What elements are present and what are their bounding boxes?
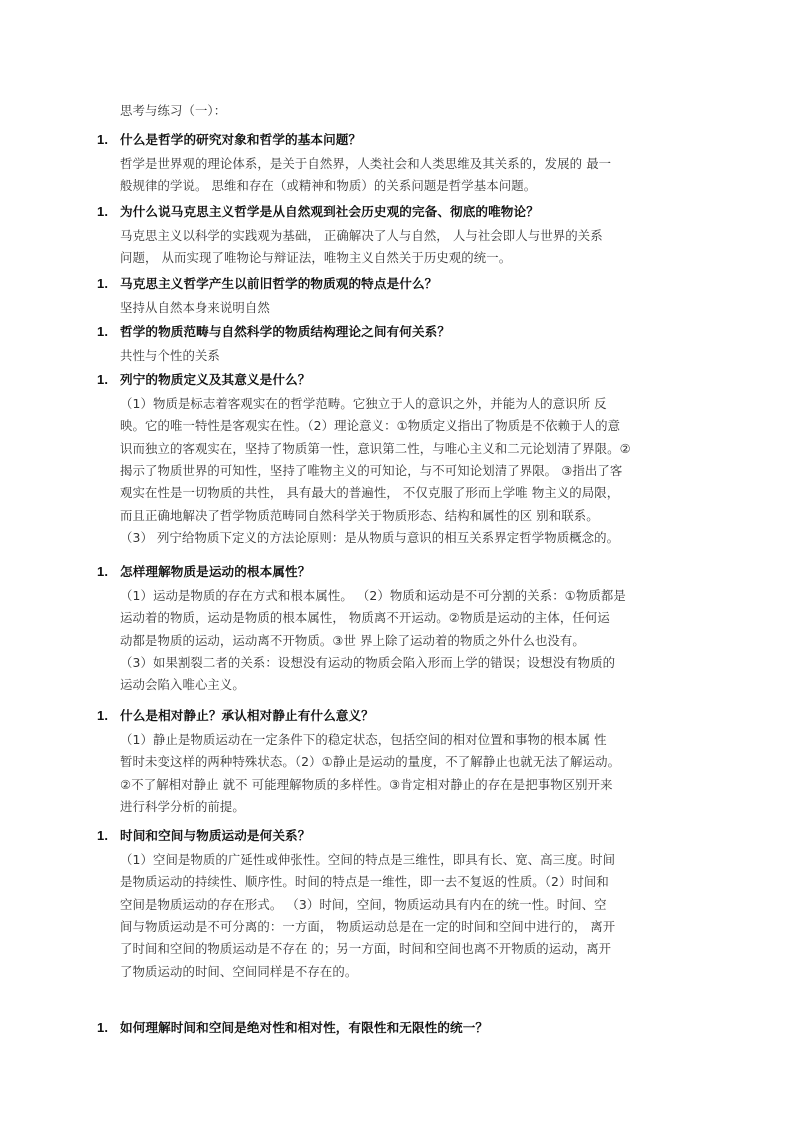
- answer-line: 暂时未变这样的两种特殊状态。（2）①静止是运动的量度，不了解静止也就无法了解运动。: [120, 754, 621, 769]
- question-number: 1.: [97, 828, 109, 843]
- answer-line: （3） 列宁给物质下定义的方法论原则：是从物质与意识的相互关系界定哲学物质概念的。: [120, 530, 620, 545]
- question-text: 时间和空间与物质运动是何关系？: [120, 828, 311, 843]
- answer-line: 坚持从自然本身来说明自然: [120, 300, 270, 315]
- question-number: 1.: [97, 324, 109, 339]
- answer-line: 马克思主义以科学的实践观为基础， 正确解决了人与自然， 人与社会即人与世界的关系: [120, 228, 603, 243]
- question-number: 1.: [97, 708, 109, 723]
- answer-line: 识而独立的客观实在，坚持了物质第一性，意识第二性，与唯心主义和二元论划清了界限。②: [120, 441, 631, 456]
- answer-line: 运动着的物质，运动是物质的根本属性， 物质离不开运动。②物质是运动的主体，任何运: [120, 610, 610, 625]
- answer-line: （1）空间是物质的广延性或伸张性。空间的特点是三维性，即具有长、宽、高三度。时间: [120, 852, 616, 867]
- answer-line: 进行科学分析的前提。: [120, 799, 245, 814]
- question-text: 怎样理解物质是运动的根本属性？: [120, 564, 311, 579]
- answer-line: 哲学是世界观的理论体系，是关于自然界，人类社会和人类思维及其关系的，发展的 最一: [120, 156, 612, 171]
- section-heading: 思考与练习（一）：: [120, 103, 227, 118]
- answer-line: 揭示了物质世界的可知性，坚持了唯物主义的可知论，与不可知论划清了界限。 ③指出了客: [120, 463, 623, 478]
- question-text: 什么是哲学的研究对象和哲学的基本问题？: [120, 132, 362, 147]
- question-text: 为什么说马克思主义哲学是从自然观到社会历史观的完备、彻底的唯物论？: [120, 204, 539, 219]
- answer-line: 问题， 从而实现了唯物论与辩证法，唯物主义自然关于历史观的统一。: [120, 250, 512, 265]
- question-text: 如何理解时间和空间是绝对性和相对性，有限性和无限性的统一？: [120, 1020, 489, 1035]
- question-text: 马克思主义哲学产生以前旧哲学的物质观的特点是什么？: [120, 276, 438, 291]
- answer-line: 而且正确地解决了哲学物质范畴同自然科学关于物质形态、结构和属性的区 别和联系。: [120, 508, 599, 523]
- answer-line: 了时间和空间的物质运动是不存在 的；另一方面，时间和空间也离不开物质的运动，离开: [120, 941, 612, 956]
- answer-line: 共性与个性的关系: [120, 348, 220, 363]
- question-number: 1.: [97, 132, 109, 147]
- answer-line: （1）静止是物质运动在一定条件下的稳定状态，包括空间的相对位置和事物的根本属 性: [120, 732, 607, 747]
- answer-line: 动都是物质的运动，运动离不开物质。③世 界上除了运动着的物质之外什么也没有。: [120, 633, 585, 648]
- question-number: 1.: [97, 564, 109, 579]
- answer-line: 空间是物质运动的存在形式。 （3）时间，空间，物质运动具有内在的统一性。时间、空: [120, 897, 607, 912]
- answer-line: 般规律的学说。 思维和存在（或精神和物质）的关系问题是哲学基本问题。: [120, 178, 537, 193]
- answer-line: 是物质运动的持续性、顺序性。时间的特点是一维性，即一去不复返的性质。（2）时间和: [120, 874, 609, 889]
- question-number: 1.: [97, 276, 109, 291]
- question-number: 1.: [97, 1020, 109, 1035]
- answer-line: 观实在性是一切物质的共性， 具有最大的普遍性， 不仅克服了形而上学唯 物主义的局限，: [120, 485, 620, 500]
- answer-line: （1）物质是标志着客观实在的哲学范畴。它独立于人的意识之外，并能为人的意识所 反: [120, 396, 607, 411]
- answer-line: ②不了解相对静止 就不 可能理解物质的多样性。③肯定相对静止的存在是把事物区别开来: [120, 777, 613, 792]
- answer-line: 映。它的唯一特性是客观实在性。（2）理论意义：①物质定义指出了物质是不依赖于人的意: [120, 418, 621, 433]
- question-number: 1.: [97, 372, 109, 387]
- answer-line: （3）如果割裂二者的关系：设想没有运动的物质会陷入形而上学的错误；设想没有物质的: [120, 655, 616, 670]
- question-text: 哲学的物质范畴与自然科学的物质结构理论之间有何关系？: [120, 324, 451, 339]
- question-number: 1.: [97, 204, 109, 219]
- answer-line: 了物质运动的时间、空间同样是不存在的。: [120, 964, 358, 979]
- question-text: 列宁的物质定义及其意义是什么？: [120, 372, 311, 387]
- answer-line: （1）运动是物质的存在方式和根本属性。 （2）物质和运动是不可分割的关系：①物质都是: [120, 588, 626, 603]
- answer-line: 间与物质运动是不可分离的：一方面， 物质运动总是在一定的时间和空间中进行的， 离开: [120, 919, 616, 934]
- question-text: 什么是相对静止？承认相对静止有什么意义？: [120, 708, 374, 723]
- answer-line: 运动会陷入唯心主义。: [120, 677, 245, 692]
